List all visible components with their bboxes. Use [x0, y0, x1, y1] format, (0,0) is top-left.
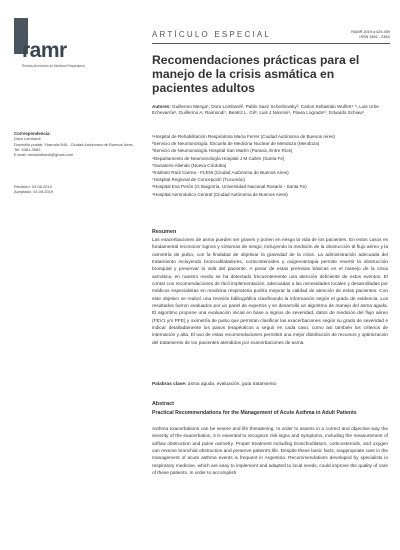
- header-divider: [152, 43, 390, 44]
- authors-label: Autores:: [152, 104, 171, 109]
- correspondence-phone: Tel: 4381-2562: [14, 146, 41, 152]
- received-date: Recibido: 03.06.2019: [14, 184, 52, 189]
- affiliation: ²Servicio de Neumonología. Escuela de Medicina Nuclear de Mendoza (Mendoza): [152, 141, 320, 147]
- affiliations: [152, 133, 388, 198]
- correspondence-name: Dora Lombardi: [14, 136, 41, 142]
- authors: [152, 104, 388, 117]
- journal-reference: [330, 30, 390, 40]
- resumen-heading: Resumen: [152, 229, 177, 235]
- journal-ref: RAMR 2019;4:429-459: [351, 30, 390, 34]
- journal-logo: ramr: [22, 39, 67, 62]
- affiliation: ⁷Hospital Regional de Concepción (Tucumán): [152, 177, 245, 183]
- correspondence-address: Domicilio postal: Ybarrola 845 - Ciudad Autónoma de Buenos Aires: [14, 141, 133, 147]
- affiliation: ⁵Sanatorio Allende (Nueva Córdoba): [152, 162, 227, 168]
- affiliation: ⁹Hospital Aeronáutico Central (Ciudad Autónoma de Buenos Aires): [152, 191, 288, 197]
- abstract-heading: Abstract: [152, 401, 174, 407]
- affiliation: ⁴Departamento de Neumonología Hospital J M Cullen (Santa Fe): [152, 155, 285, 161]
- resumen-text: Las exacerbaciones de asma pueden ser graves y ponen en riesgo la vida de los pacientes. En estos casos es fundamental reconocer signos y síntomas de riesgo, incluyendo la medición de la obstrucción al flujo aéreo y la oximetría de pulso, con la finalidad de objetivar la gravedad de la crisis. La administración adecuada del tratamiento incluyendo broncodilatadores, corticosteroides y oxigenoterapia permite revertir la obstrucción bronquial y preservar la vida del paciente. A pesar de estas premisas básicas en el manejo de la crisis asmática, en nuestro medio se ha detectado frecuentemente una atención deficiente de estos eventos. El contar con recomendaciones de fácil implementación, adecuadas a las necesidades locales y desarrolladas por médicos especialistas en medicina respiratoria podría mejorar la calidad de atención de estos pacientes. Con este objetivo se realizó una revisión bibliográfica clasificando la información según el grado de evidencia. Los resultados fueron evaluados por un panel de expertos y se desarrolló un algoritmo de manejo del asma aguda. El algoritmo propone una evaluación inicial en base a signos de severidad, datos de medición del flujo aéreo (FEV1 y/o PFE) y oximetría de pulso que permitan clasificar las exacerbaciones según su grado de severidad e indicar detalladamente los pasos terapéuticos a seguir en cada caso, como así también los criterios de internación y alta. El uso de estas recomendaciones permitirá una mejor distribución de recursos y optimización del tratamiento de los pacientes atendidos por exacerbaciones de asma.: [152, 238, 388, 346]
- correspondence-heading: Correspondencia:: [14, 131, 51, 136]
- sidebar: [0, 0, 146, 550]
- article-title: Recomendaciones prácticas para el manejo de la crisis asmática en pacientes adultos: [152, 53, 360, 95]
- affiliation: ³Servicio de Neumonología Hospital San Martín (Paraná, Entre Ríos): [152, 148, 293, 154]
- affiliation: ⁶Instituto Raúl Carrea - FLENI (Ciudad Autónoma de Buenos Aires): [152, 170, 289, 176]
- dates-block: [14, 184, 140, 195]
- affiliation: ¹Hospital de Rehabilitación Respiratoria María Ferrer (Ciudad Autónoma de Buenos Aires): [152, 134, 336, 139]
- abstract-title: Practical Recommendations for the Management of Acute Asthma in Adult Patients: [152, 410, 357, 416]
- keywords: [152, 382, 276, 387]
- affiliation: ⁸Hospital Eva Perón (G Baigorria, Universidad Nacional Rosario - Santa Fe): [152, 184, 307, 190]
- authors-list: Guillermo Menga¹, Dora Lombardi², Pablo Saez Scherbovsky³, Carlos Sebastián Wulfert⁴ ⁵, Luis Urbe Echevarría⁶, Guillermo A. Raimondi⁷, Beatriz L. Gil⁸, Luis J Nannini⁹, Flavia Logrado¹⁰, Eduardo Schiavi¹: [152, 104, 379, 116]
- keywords-label: Palabras clave:: [152, 382, 187, 387]
- accepted-date: Aceptado: 04.08.2019: [14, 189, 54, 195]
- abstract-text: Asthma exacerbations can be severe and life threatening. In order to assess in a correct and objective way the severity of the exacerbation, it is essential to recognize risk signs and symptoms, including the measurement of airflow obstruction and pulse oximetry. Proper treatment including bronchodilators, corticosteroids, and oxygen can reverse bronchial obstruction and preserve patient's life. Despite these basic facts, inappropriate care in the management of acute asthma events is frequent in Argentina. Recommendations developed by specialists in respiratory medicine, which are easy to implement and adapted to local needs, could improve the quality of care of these patients. In order to accomplish: [152, 427, 388, 477]
- section-label: ARTÍCULO ESPECIAL: [152, 30, 272, 39]
- correspondence-email: E-mail: doralombardi@gmail.com: [14, 152, 74, 158]
- issn: ISSN 1852 - 236X: [359, 35, 390, 39]
- journal-logo-subtitle: Revista Americana de Medicina Respiratoria: [22, 64, 85, 68]
- keywords-text: asma aguda, evaluación, guía tratamiento: [187, 382, 277, 387]
- article-main: [152, 0, 390, 550]
- correspondence-block: [14, 131, 140, 157]
